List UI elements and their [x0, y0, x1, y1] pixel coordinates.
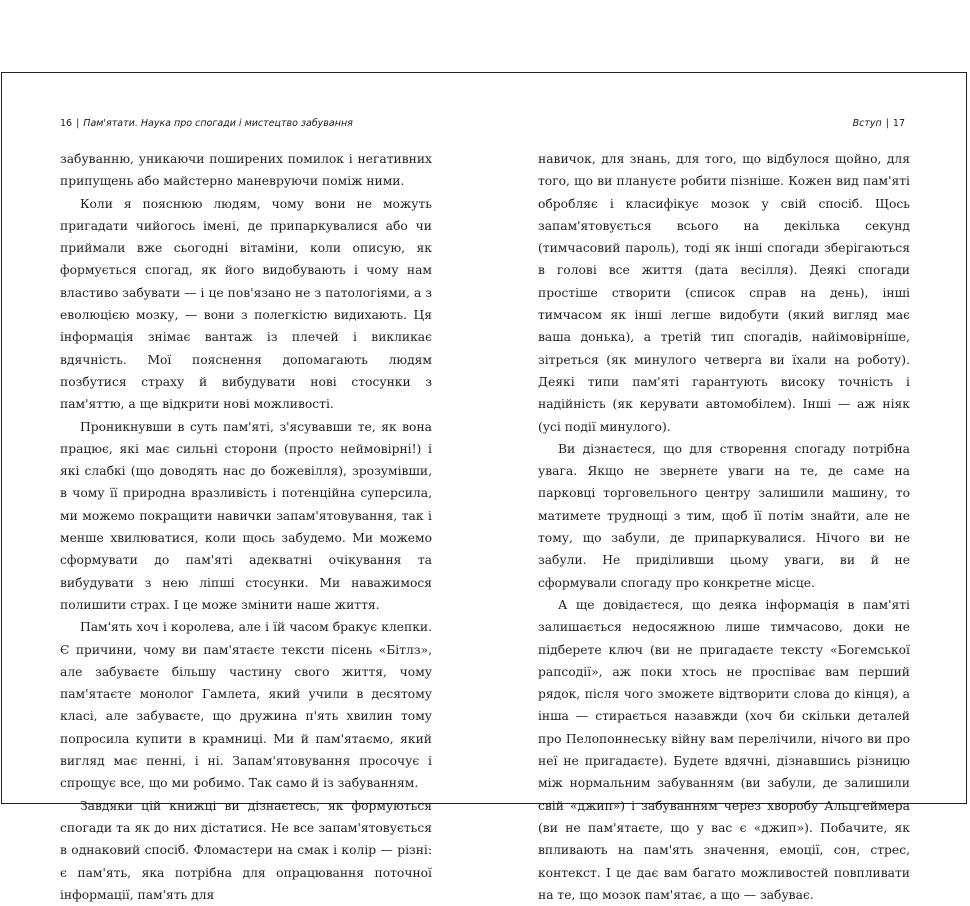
paragraph: Пам'ять хоч і королева, але і їй часом бракує клепки. Є причини, чому ви пам'ятаєте тексти пісень «Бітлз», але забуваєте більшу частину свого життя, чому пам'ятаєте монолог Гамлета, який учили в десятому класі, але забуваєте, що дружина п'ять хвилин тому попросила купити в крамниці. Ми й пам'ятаємо, який вигляд має пенні, і ні. Запам'ятовування просочує і спрощує все, що ми робимо. Так само й із забуванням. — [60, 620, 432, 791]
left-page-header — [60, 118, 353, 134]
paragraph: забуванню, уникаючи поширених помилок і негативних припущень або майстерно маневруючи поміж ними. — [60, 152, 432, 189]
left-page-body — [60, 148, 432, 906]
paragraph: Ви дізнаєтеся, що для створення спогаду потрібна увага. Якщо не звернете уваги на те, де саме на парковці торговельного центру залишили машину, то матимете труднощі з тим, щоб її потім знайти, але не тому, що забули, де припаркувалися. Нічого ви не забули. Не приділивши цьому уваги, ви й не сформували спогаду про конкретне місце. — [538, 441, 910, 590]
right-page-number: 17 — [892, 118, 905, 129]
right-page-body — [538, 148, 910, 906]
paragraph: Коли я пояснюю людям, чому вони не можуть пригадати чийогось імені, де припаркувалися або чи приймали вже сьогодні вітаміни, коли описую, як формується спогад, як його видобувають і чому нам властиво забувати — і це пов'язано не з патологіями, а з еволюцією мозку, — вони з полегкістю видихають. Ця інформація знімає вантаж із плечей і викликає вдячність. Мої пояснення допомагають людям позбутися страху й вибудувати нові стосунки з пам'яттю, а ще відкрити нові можливості. — [60, 196, 432, 412]
header-separator: | — [885, 118, 889, 129]
paragraph: Завдяки цій книжці ви дізнаєтесь, як формуються спогади та як до них дістатися. Не все запам'ятовується в однаковий спосіб. Фломастери на смак і колір — різні: є пам'ять, яка потрібна для опрацювання поточної інформації, пам'ять для — [60, 798, 432, 902]
paragraph: навичок, для знань, для того, що відбулося щойно, для того, що ви плануєте робити пізніше. Кожен вид пам'яті обробляє і класифікує мозок у свій спосіб. Щось запам'ятовується всього на декілька секунд (тимчасовий пароль), тоді як інші спогади зберігаються в голові все життя (дата весілля). Деякі спогади простіше створити (список справ на день), інші тимчасом як інші легше видобути (який вигляд має ваша донька), а третій тип спогадів, найімовірніше, зітреться (як минулого четверга ви їхали на роботу). Деякі типи пам'яті гарантують високу точність і надійність (як керувати автомобілем). Інші — аж ніяк (усі події минулого). — [538, 152, 910, 434]
section-title: Вступ — [852, 118, 882, 129]
right-page-header — [853, 118, 905, 134]
paragraph: А ще довідаєтеся, що деяка інформація в пам'яті залишається недосяжною лише тимчасово, доки не підберете ключ (ви не пригадаєте тексту «Богемської рапсодії», аж поки хтось не проспіває вам перший рядок, після чого зможете відтворити слова до кінця), а інша — стирається назавжди (хоч би скільки деталей про Пелопоннеську війну вам перелічили, нічого ви про неї не пригадаєте). Будете вдячні, дізнавшись різницю між нормальним забуванням (ви забули, де залишили свій «джип») і забуванням через хворобу Альцгеймера (ви не пам'ятаєте, що у вас є «джип»). Побачите, як впливають на пам'ять значення, емоції, сон, стрес, контекст. І це дає вам багато можливостей повпливати на те, що мозок пам'ятає, а що — забуває. — [538, 597, 910, 902]
paragraph: Проникнувши в суть пам'яті, з'ясувавши те, як вона працює, які має сильні сторони (просто неймовірні!) і які слабкі (що доводять нас до божевілля), зрозумівши, в чому її природна вразливість і потенційна суперсила, ми можемо покращити навички запам'ятовування, так і менше хвилюватися, коли щось забудемо. Ми можемо сформувати до пам'яті адекватні очікування та вибудувати з нею ліпші стосунки. Ми наважимося полишити страх. І це може змінити наше життя. — [60, 419, 432, 612]
left-page-number: 16 — [60, 118, 73, 129]
running-title: Пам'ятати. Наука про спогади і мистецтво забування — [83, 118, 353, 129]
header-separator: | — [76, 118, 80, 129]
